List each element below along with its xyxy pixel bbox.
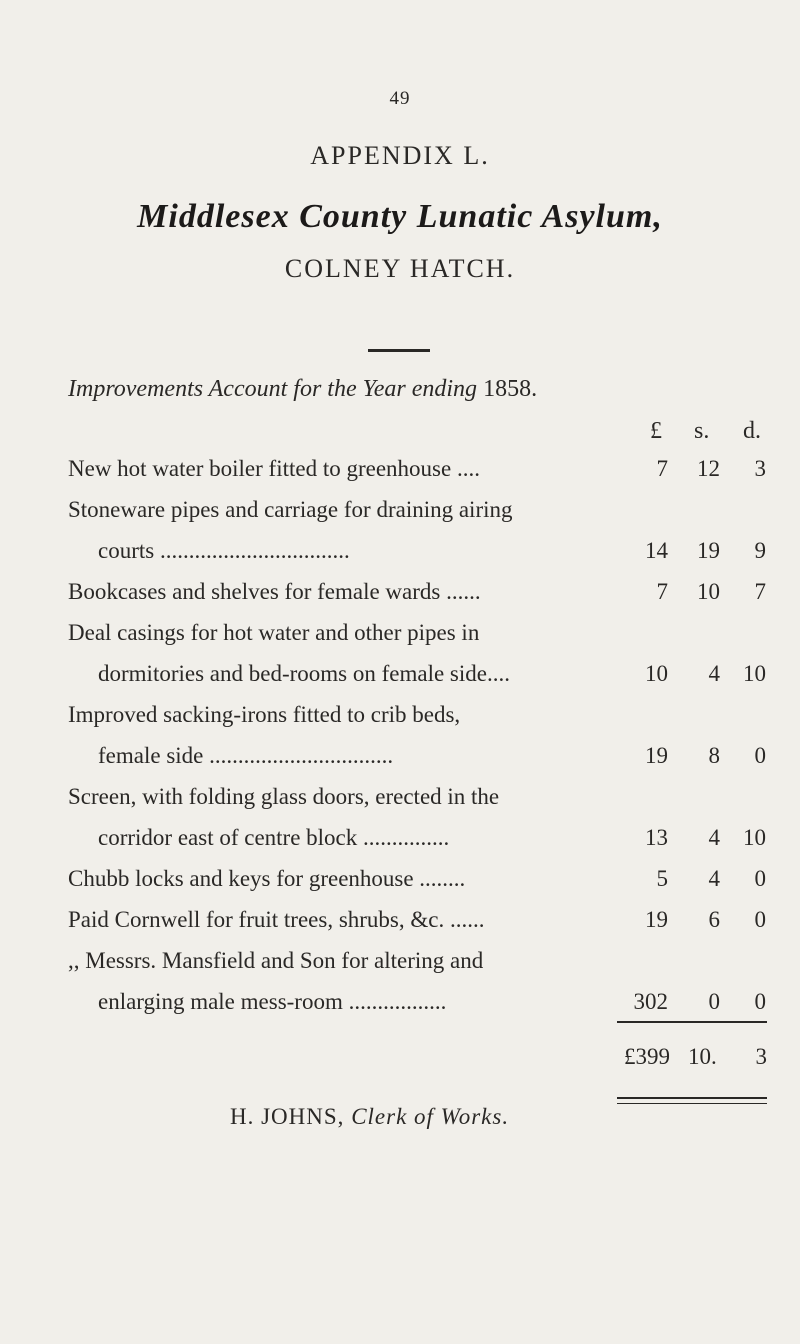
- entry-text: Deal casings for hot water and other pipes in: [68, 620, 480, 645]
- entry-shillings: 4: [708, 866, 720, 891]
- entry-text: female side ................................: [98, 743, 394, 768]
- total-pence: 3: [755, 1044, 767, 1069]
- entry-text: enlarging male mess-room .................: [98, 989, 447, 1014]
- entry-pence: 10: [743, 661, 766, 686]
- entry-text: New hot water boiler fitted to greenhouse ....: [68, 456, 480, 481]
- entry-pence: 0: [754, 989, 766, 1014]
- column-pounds: £: [650, 418, 662, 444]
- entry-pounds: 10: [645, 661, 668, 686]
- total-rule: [617, 1021, 767, 1023]
- signature: [230, 1104, 509, 1130]
- entry-pounds: 7: [656, 579, 668, 604]
- column-shillings: s.: [694, 418, 710, 444]
- account-heading-year: 1858.: [483, 376, 538, 402]
- entry-pounds: 14: [645, 538, 668, 563]
- entry-line: [0, 900, 800, 940]
- entry-pounds: 13: [645, 825, 668, 850]
- account-heading-text: Improvements Account for the Year ending: [68, 376, 478, 402]
- entry-text: Chubb locks and keys for greenhouse ........: [68, 866, 466, 891]
- entry-line: [0, 572, 800, 612]
- entry-shillings: 6: [708, 907, 720, 932]
- entry-text: Screen, with folding glass doors, erected in the: [68, 784, 500, 809]
- entry-text: ,, Messrs. Mansfield and Son for altering and: [68, 948, 484, 973]
- entry-shillings: 4: [708, 661, 720, 686]
- total-shillings: 10.: [688, 1044, 717, 1069]
- entry-text: corridor east of centre block ...............: [98, 825, 450, 850]
- entry-shillings: 10: [697, 579, 720, 604]
- entry-line: [0, 449, 800, 489]
- total-pounds: £399: [624, 1044, 670, 1069]
- entry-text: courts .................................: [98, 538, 350, 563]
- entry-line: [0, 531, 800, 571]
- entry-pence: 0: [754, 743, 766, 768]
- entry-line: [0, 490, 800, 530]
- entry-line: [0, 982, 800, 1022]
- signature-name: H. JOHNS,: [230, 1104, 345, 1129]
- entry-line: [0, 941, 800, 981]
- entry-text: Bookcases and shelves for female wards ......: [68, 579, 481, 604]
- location: COLNEY HATCH.: [284, 254, 516, 283]
- entry-line: [0, 654, 800, 694]
- asylum-name: Middlesex County Lunatic Asylum,: [137, 198, 663, 235]
- entry-pence: 0: [754, 907, 766, 932]
- entry-line: [0, 818, 800, 858]
- entry-shillings: 4: [708, 825, 720, 850]
- entry-line: [0, 613, 800, 653]
- entry-pounds: 5: [656, 866, 668, 891]
- entry-pounds: 7: [656, 456, 668, 481]
- entry-line: [0, 777, 800, 817]
- entry-pence: 9: [754, 538, 766, 563]
- entry-text: Stoneware pipes and carriage for draining airing: [68, 497, 513, 522]
- entry-pence: 10: [743, 825, 766, 850]
- entry-text: Improved sacking-irons fitted to crib beds,: [68, 702, 461, 727]
- entry-pounds: 19: [645, 743, 668, 768]
- entry-shillings: 0: [708, 989, 720, 1014]
- entry-text: Paid Cornwell for fruit trees, shrubs, &c. ......: [68, 907, 485, 932]
- entry-shillings: 19: [697, 538, 720, 563]
- entry-line: [0, 859, 800, 899]
- entry-pounds: 19: [645, 907, 668, 932]
- entry-pounds: 302: [633, 989, 668, 1014]
- total-row: [0, 1037, 800, 1077]
- entry-pence: 3: [754, 456, 766, 481]
- entry-line: [0, 736, 800, 776]
- entry-shillings: 8: [708, 743, 720, 768]
- page-number: 49: [389, 88, 411, 109]
- signature-title: Clerk of Works.: [351, 1104, 510, 1129]
- entry-shillings: 12: [697, 456, 720, 481]
- total-double-rule: [617, 1097, 767, 1104]
- column-pence: d.: [743, 418, 761, 444]
- entry-pence: 7: [754, 579, 766, 604]
- entry-line: [0, 695, 800, 735]
- entry-text: dormitories and bed-rooms on female side....: [98, 661, 510, 686]
- entry-pence: 0: [754, 866, 766, 891]
- appendix-title: APPENDIX L.: [310, 141, 490, 170]
